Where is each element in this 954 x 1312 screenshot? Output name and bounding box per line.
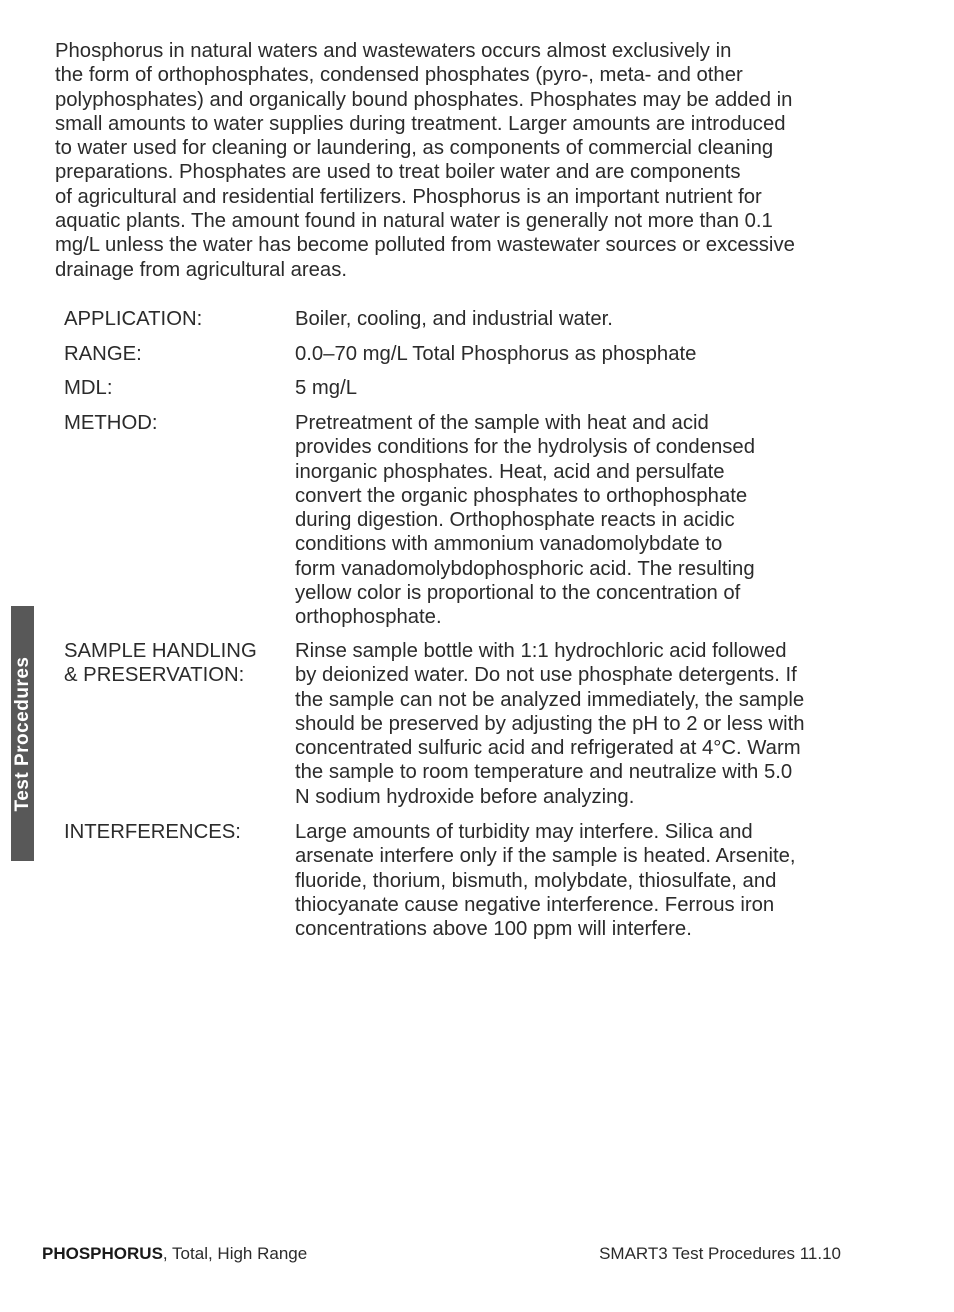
definition-label — [64, 342, 284, 366]
intro-line: to water used for cleaning or laundering, as components of commercial cleaning — [55, 137, 774, 160]
label-line: MDL: — [64, 377, 113, 399]
label-line: SAMPLE HANDLING — [64, 640, 257, 662]
value-line: by deionized water. Do not use phosphate detergents. If — [295, 664, 797, 687]
definition-value — [295, 411, 855, 630]
label-line: RANGE: — [64, 343, 142, 365]
value-line: thiocyanate cause negative interference. Ferrous iron — [295, 893, 775, 916]
value-line: concentrated sulfuric acid and refrigerated at 4°C. Warm — [295, 737, 801, 760]
definition-value — [295, 307, 855, 331]
definition-value — [295, 820, 855, 941]
value-line: Pretreatment of the sample with heat and acid — [295, 412, 709, 434]
definition-label — [64, 820, 284, 844]
value-line: 0.0–70 mg/L Total Phosphorus as phosphate — [295, 343, 697, 365]
value-line: convert the organic phosphates to orthophosphate — [295, 484, 748, 507]
intro-paragraph — [55, 39, 855, 282]
value-line: the sample can not be analyzed immediately, the sample — [295, 688, 805, 711]
side-tab-label: Test Procedures — [11, 656, 33, 811]
value-line: fluoride, thorium, bismuth, molybdate, thiosulfate, and — [295, 869, 777, 892]
value-line: inorganic phosphates. Heat, acid and persulfate — [295, 460, 725, 483]
value-line: yellow color is proportional to the concentration of — [295, 582, 741, 605]
intro-line: of agricultural and residential fertilizers. Phosphorus is an important nutrient for — [55, 185, 762, 208]
intro-line: preparations. Phosphates are used to treat boiler water and are components — [55, 161, 741, 184]
definition-value — [295, 376, 855, 400]
value-line: should be preserved by adjusting the pH to 2 or less with — [295, 712, 805, 735]
definition-label — [64, 376, 284, 400]
value-line: during digestion. Orthophosphate reacts in acidic — [295, 509, 735, 532]
intro-line: Phosphorus in natural waters and wastewaters occurs almost exclusively in — [55, 40, 732, 62]
section-side-tab — [11, 606, 34, 861]
intro-line: mg/L unless the water has become polluted from wastewater sources or excessive — [55, 234, 795, 257]
footer-title-rest: , Total, High Range — [162, 1244, 308, 1263]
definition-label — [64, 639, 284, 688]
definition-value — [295, 342, 855, 366]
definition-label — [64, 411, 284, 435]
value-line: orthophosphate. — [295, 606, 442, 629]
intro-line: polyphosphates) and organically bound phosphates. Phosphates may be added in — [55, 88, 793, 111]
value-line: form vanadomolybdophosphoric acid. The resulting — [295, 557, 755, 580]
definition-value — [295, 639, 855, 809]
footer-title — [42, 1244, 307, 1264]
value-line: conditions with ammonium vanadomolybdate to — [295, 533, 723, 556]
intro-line: small amounts to water supplies during treatment. Larger amounts are introduced — [55, 112, 786, 135]
footer-title-bold: PHOSPHORUS — [42, 1244, 163, 1263]
label-line: METHOD: — [64, 412, 158, 434]
value-line: Boiler, cooling, and industrial water. — [295, 308, 613, 330]
intro-line: drainage from agricultural areas. — [55, 258, 347, 281]
value-line: the sample to room temperature and neutralize with 5.0 — [295, 761, 793, 784]
label-line: APPLICATION: — [64, 308, 203, 330]
footer-document-ref: SMART3 Test Procedures 11.10 — [599, 1244, 841, 1263]
label-line: & PRESERVATION: — [64, 664, 245, 687]
value-line: Rinse sample bottle with 1:1 hydrochloric acid followed — [295, 640, 787, 662]
label-line: INTERFERENCES: — [64, 821, 241, 843]
intro-line: aquatic plants. The amount found in natural water is generally not more than 0.1 — [55, 210, 773, 233]
value-line: 5 mg/L — [295, 377, 358, 399]
value-line: Large amounts of turbidity may interfere. Silica and — [295, 821, 753, 843]
value-line: provides conditions for the hydrolysis of condensed — [295, 436, 755, 459]
definition-label — [64, 307, 284, 331]
intro-line: the form of orthophosphates, condensed phosphates (pyro-, meta- and other — [55, 64, 743, 87]
value-line: N sodium hydroxide before analyzing. — [295, 785, 635, 808]
value-line: arsenate interfere only if the sample is heated. Arsenite, — [295, 845, 796, 868]
value-line: concentrations above 100 ppm will interfere. — [295, 918, 692, 941]
